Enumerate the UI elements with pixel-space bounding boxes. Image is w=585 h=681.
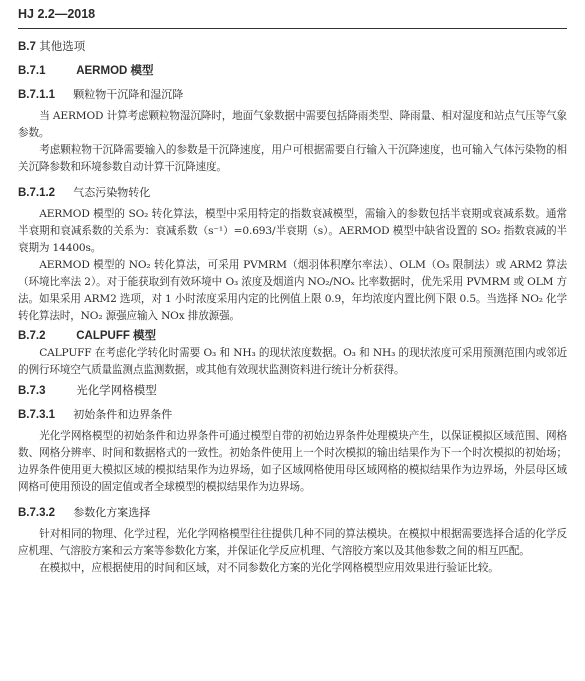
section-number: B.7.2 — [18, 330, 46, 342]
paragraph: CALPUFF 在考虑化学转化时需要 O₃ 和 NH₃ 的现状浓度数据。O₃ 和 NH₃ 的现状浓度可采用预测范围内或邻近的例行环境空气质量监测点监测数据，或其他有效现状监测资料进行统计分析获得。 — [18, 347, 567, 376]
heading-b73 — [18, 383, 567, 398]
section-title: 颗粒物干沉降和湿沉降 — [73, 88, 184, 101]
section-title: CALPUFF 模型 — [76, 330, 157, 342]
section-title: 光化学网格模型 — [76, 383, 157, 397]
heading-b7 — [18, 39, 567, 54]
heading-b72 — [18, 329, 567, 343]
section-number: B.7 — [18, 41, 36, 53]
standard-number: HJ 2.2—2018 — [18, 6, 567, 29]
section-number: B.7.3 — [18, 385, 46, 397]
section-title: 参数化方案选择 — [73, 506, 151, 519]
paragraph: 当 AERMOD 计算考虑颗粒物湿沉降时，地面气象数据中需要包括降雨类型、降雨量、相对湿度和站点气压等气象参数。 — [18, 110, 567, 139]
section-number: B.7.1 — [18, 65, 46, 77]
section-title: 气态污染物转化 — [73, 186, 151, 199]
section-title: 初始条件和边界条件 — [73, 408, 173, 421]
section-number: B.7.1.1 — [18, 89, 56, 101]
paragraph: AERMOD 模型的 NO₂ 转化算法，可采用 PVMRM（烟羽体积摩尔率法）、OLM（O₃ 限制法）或 ARM2 算法（环境比率法 2）。对于能获取到有效环境中 O₃ 浓度及烟道内 NO₂/NOₓ 比率数据时，优先采用 PVMRM 或 OLM 方法。如果采用 ARM2 选项，对 1 小时浓度采用内定的比例值上限 0.9，年均浓度内置比例下限 0.5。当选择 NO₂ 化学转化算法时，NO₂ 源强应输入 NOx 排放源强。 — [18, 259, 567, 322]
section-number: B.7.3.1 — [18, 409, 56, 421]
section-title: AERMOD 模型 — [76, 65, 154, 77]
section-title: 其他选项 — [39, 39, 86, 53]
heading-b71 — [18, 64, 567, 78]
heading-b731 — [18, 408, 567, 422]
heading-b711 — [18, 88, 567, 102]
section-number: B.7.3.2 — [18, 507, 56, 519]
heading-b712 — [18, 186, 567, 200]
heading-b732 — [18, 506, 567, 520]
paragraph: 光化学网格模型的初始条件和边界条件可通过模型自带的初始边界条件处理模块产生，以保证模拟区域范围、网格数、网格分辨率、时间和数据格式的一致性。初始条件使用上一个时次模拟的输出结果作为下一个时次模拟的初始场；边界条件使用更大模拟区域的模拟结果作为边界场，如子区域网格使用母区域网格的模拟结果作为边界场，外层母区域网格可使用预设的固定值或者全球模型的模拟结果作为边界场。 — [18, 430, 567, 493]
paragraph: 在模拟中，应根据使用的时间和区域，对不同参数化方案的光化学网格模型应用效果进行验证比较。 — [39, 562, 499, 574]
section-number: B.7.1.2 — [18, 187, 56, 199]
paragraph: 考虑颗粒物干沉降需要输入的参数是干沉降速度，用户可根据需要自行输入干沉降速度，也可输入气体污染物的相关沉降参数和环境参数自动计算干沉降速度。 — [18, 144, 567, 173]
paragraph: 针对相同的物理、化学过程，光化学网格模型往往提供几种不同的算法模块。在模拟中根据需要选择合适的化学反应机理、气溶胶方案和云方案等参数化方案，并保证化学反应机理、气溶胶方案以及其他参数之间的相互匹配。 — [18, 528, 567, 557]
paragraph: AERMOD 模型的 SO₂ 转化算法，模型中采用特定的指数衰减模型，需输入的参数包括半衰期或衰减系数。通常半衰期和衰减系数的关系为：衰减系数（s⁻¹）=0.693/半衰期（s）。AERMOD 模型中缺省设置的 SO₂ 指数衰减的半衰期为 14400s。 — [18, 208, 567, 254]
